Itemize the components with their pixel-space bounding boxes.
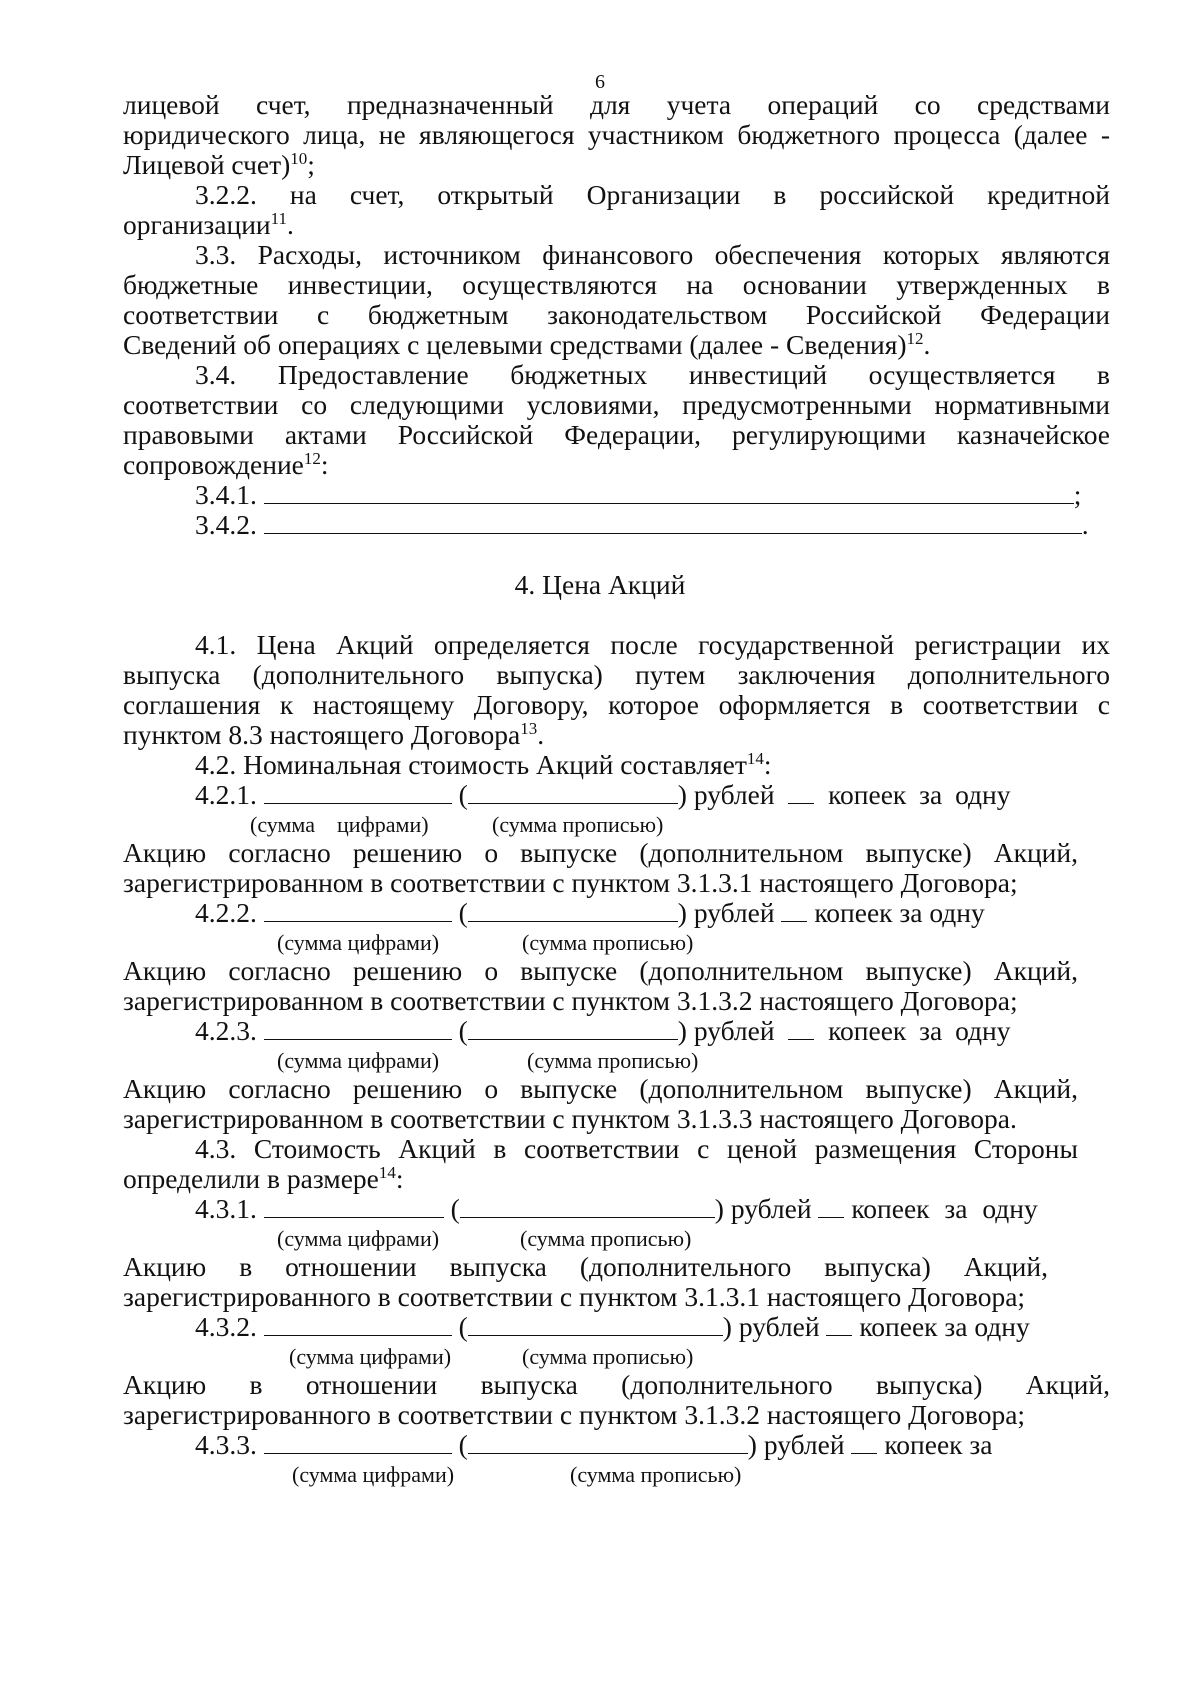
kopecks-field[interactable] (788, 1017, 814, 1040)
text-span: ( (458, 897, 468, 928)
clause-4-3-3 (195, 1428, 992, 1462)
clause-3-4-2 (195, 508, 1089, 542)
amount-words-field[interactable] (468, 1017, 678, 1040)
footnote-ref: 10 (290, 149, 308, 168)
text-span: ( (458, 1429, 468, 1460)
text-line (123, 1162, 1110, 1196)
text-span: . (537, 719, 545, 750)
clause-4-3-2 (195, 1310, 1030, 1344)
text-span: ( (458, 1311, 468, 1342)
text-span: ) рублей (747, 1429, 845, 1460)
kopecks-field[interactable] (826, 1313, 852, 1336)
text-span: сопровождение (123, 449, 304, 480)
clause-number: 3.4.1. (195, 479, 257, 510)
amount-digits-field[interactable] (264, 1431, 452, 1454)
text-span: ) рублей (722, 1311, 820, 1342)
clause-4-3-1 (195, 1192, 1038, 1226)
text-line: 3.4. Предоставление бюджетных инвестиций осуществляется в (195, 359, 1110, 390)
kopecks-field[interactable] (788, 781, 814, 804)
caption-words: (сумма прописью) (522, 930, 694, 955)
text-line (123, 328, 1110, 362)
amount-digits-field[interactable] (264, 1017, 452, 1040)
text-span: : (395, 1163, 404, 1194)
clause-number: 4.3.2. (195, 1311, 257, 1342)
text-span: ( (458, 779, 468, 810)
text-span: копеек за одну (828, 779, 1011, 810)
text-span: ; (1073, 479, 1082, 510)
caption-words: (сумма прописью) (522, 1344, 694, 1369)
amount-digits-field[interactable] (264, 1313, 452, 1336)
text-span: цифрами) (336, 812, 429, 837)
text-span: пунктом 8.3 настоящего Договора (123, 719, 521, 750)
amount-words-field[interactable] (468, 781, 678, 804)
amount-digits-field[interactable] (264, 1195, 444, 1218)
text-line: соответствии с бюджетным законодательством Российской Федерации (123, 299, 1110, 330)
text-span: копеек за (884, 1429, 993, 1460)
text-line: лицевой счет, предназначенный для учета операций со средствами (123, 89, 1110, 120)
caption-digits: (сумма цифрами) (277, 930, 440, 955)
clause-number: 3.4.2. (195, 509, 257, 540)
text-span: 4.2. Номинальная стоимость Акций составляет (195, 749, 747, 780)
text-line: 3.3. Расходы, источником финансового обеспечения которых являются (195, 239, 1110, 270)
text-span: ( (450, 1193, 460, 1224)
text-span: ; (307, 149, 315, 180)
text-span: ) рублей (677, 1015, 775, 1046)
text-span: . (1081, 509, 1089, 540)
text-line: Акцию согласно решению о выпуске (дополнительном выпуске) Акций, (123, 1073, 1078, 1104)
clause-number: 4.2.3. (195, 1015, 257, 1046)
text-line: юридического лица, не являющегося участником бюджетного процесса (далее - (123, 119, 1110, 150)
text-span: : (763, 749, 772, 780)
text-line: 4.3. Стоимость Акций в соответствии с ценой размещения Стороны (195, 1133, 1078, 1164)
kopecks-field[interactable] (818, 1195, 844, 1218)
clause-number: 4.3.1. (195, 1193, 257, 1224)
text-line: 4.1. Цена Акций определяется после государственной регистрации их (195, 629, 1110, 660)
text-line: соглашения к настоящему Договору, которое оформляется в соответствии с (123, 689, 1110, 720)
text-line: зарегистрированном в соответствии с пунктом 3.1.3.3 настоящего Договора. (123, 1103, 1017, 1134)
text-line: бюджетные инвестиции, осуществляются на основании утвержденных в (123, 269, 1110, 300)
footnote-ref: 14 (746, 749, 764, 768)
caption-digits: (сумма цифрами) (277, 1048, 440, 1073)
caption-words: (сумма прописью) (570, 1462, 742, 1487)
text-span: копеек за одну (828, 1015, 1011, 1046)
text-line (123, 208, 1110, 242)
text-span: определили в размере (123, 1163, 379, 1194)
footnote-ref: 13 (520, 719, 538, 738)
page-number: 6 (595, 71, 605, 93)
text-line: выпуска (дополнительного выпуска) путем заключения дополнительного (123, 659, 1110, 690)
text-span: ( (458, 1015, 468, 1046)
kopecks-field[interactable] (781, 899, 807, 922)
text-line (123, 718, 1110, 752)
amount-words-field[interactable] (468, 1431, 748, 1454)
amount-words-field[interactable] (460, 1195, 715, 1218)
blank-field[interactable] (264, 511, 1082, 534)
caption-digits: (сумма цифрами) (277, 1226, 440, 1251)
clause-number: 4.2.1. (195, 779, 257, 810)
text-line: 3.2.2. на счет, открытый Организации в российской кредитной (195, 179, 1110, 210)
text-span: (сумма (250, 812, 315, 837)
text-line: Акцию в отношении выпуска (дополнительного выпуска) Акций, (123, 1369, 1110, 1400)
caption-words: (сумма прописью) (527, 1048, 699, 1073)
text-span: ) рублей (677, 897, 775, 928)
text-line: правовыми актами Российской Федерации, регулирующими казначейское (123, 419, 1110, 450)
text-span: ) рублей (677, 779, 775, 810)
text-line (195, 748, 1110, 782)
text-span: Лицевой счет) (123, 149, 291, 180)
blank-field[interactable] (264, 481, 1074, 504)
clause-number: 4.3.3. (195, 1429, 257, 1460)
text-span: . (287, 209, 294, 240)
text-line (123, 448, 1110, 482)
clause-4-2-3 (195, 1014, 1011, 1048)
clause-3-4-1 (195, 478, 1081, 512)
text-span: копеек за одну (814, 897, 985, 928)
caption-digits: (сумма цифрами) (292, 1462, 455, 1487)
text-span: копеек за одну (859, 1311, 1030, 1342)
text-line: соответствии со следующими условиями, предусмотренными нормативными (123, 389, 1110, 420)
text-span: . (923, 329, 931, 360)
text-span: ) рублей (714, 1193, 812, 1224)
amount-digits-field[interactable] (264, 781, 452, 804)
text-span: организации (123, 209, 271, 240)
footnote-ref: 11 (270, 209, 288, 228)
text-line: зарегистрированного в соответствии с пунктом 3.1.3.1 настоящего Договора; (123, 1281, 1026, 1312)
caption-words: (сумма прописью) (492, 812, 664, 837)
text-line (123, 148, 1110, 182)
footnote-ref: 12 (906, 329, 924, 348)
text-line: зарегистрированном в соответствии с пунктом 3.1.3.1 настоящего Договора; (123, 867, 1018, 898)
footnote-ref: 14 (378, 1163, 396, 1182)
footnote-ref: 12 (303, 449, 321, 468)
amount-words-field[interactable] (468, 899, 678, 922)
text-span: Сведений об операциях с целевыми средствами (далее - Сведения) (123, 329, 907, 360)
text-line: зарегистрированного в соответствии с пунктом 3.1.3.2 настоящего Договора; (123, 1399, 1026, 1430)
clause-number: 4.2.2. (195, 897, 257, 928)
text-line: Акцию согласно решению о выпуске (дополнительном выпуске) Акций, (123, 837, 1078, 868)
text-span: копеек за одну (851, 1193, 1038, 1224)
text-line: Акцию в отношении выпуска (дополнительного выпуска) Акций, (123, 1251, 1048, 1282)
clause-4-2-2 (195, 896, 985, 930)
text-line: Акцию согласно решению о выпуске (дополнительном выпуске) Акций, (123, 955, 1078, 986)
text-line: зарегистрированном в соответствии с пунктом 3.1.3.2 настоящего Договора; (123, 985, 1018, 1016)
caption-digits (250, 812, 429, 838)
caption-digits: (сумма цифрами) (289, 1344, 452, 1369)
text-span: : (320, 449, 329, 480)
kopecks-field[interactable] (851, 1431, 877, 1454)
clause-4-2-1 (195, 778, 1011, 812)
amount-words-field[interactable] (468, 1313, 723, 1336)
amount-digits-field[interactable] (264, 899, 452, 922)
section-heading: 4. Цена Акций (514, 569, 686, 600)
caption-words: (сумма прописью) (520, 1226, 692, 1251)
